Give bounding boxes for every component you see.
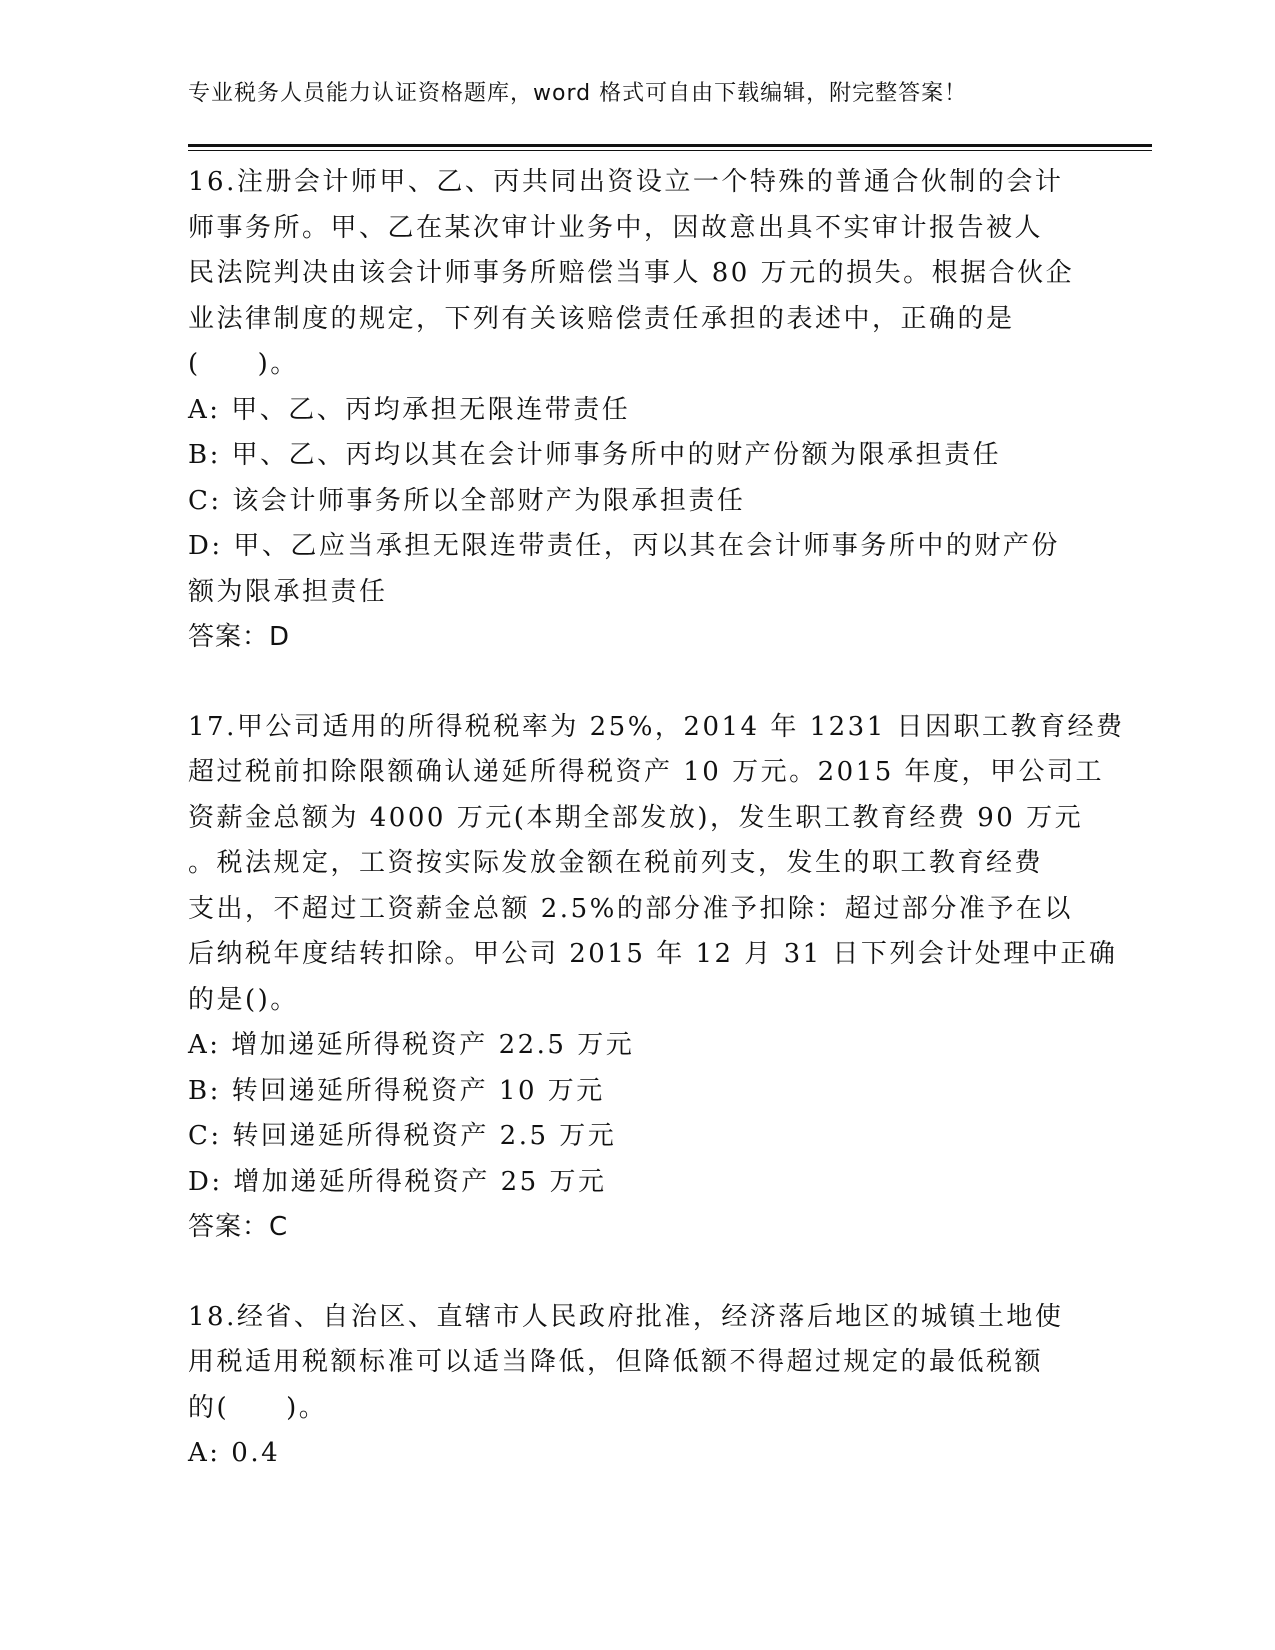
header-rule-thin — [188, 150, 1152, 151]
question-text-line: ( )。 — [188, 349, 299, 379]
question-text-line: 资薪金总额为 4000 万元(本期全部发放)，发生职工教育经费 90 万元 — [188, 802, 1084, 833]
answer-label: 答案：D — [188, 622, 291, 652]
option-d: D: 甲、乙应当承担无限连带责任，丙以其在会计师事务所中的财产份 — [188, 531, 1060, 561]
question-17 — [188, 705, 1125, 1251]
option-a: A: 0.4 — [188, 1438, 281, 1468]
question-text-line: 17.甲公司适用的所得税税率为 25%，2014 年 1231 日因职工教育经费 — [188, 711, 1125, 742]
option-b: B: 甲、乙、丙均以其在会计师事务所中的财产份额为限承担责任 — [188, 440, 1002, 470]
question-text-line: 师事务所。甲、乙在某次审计业务中，因故意出具不实审计报告被人 — [188, 212, 1044, 243]
option-d-continued: 额为限承担责任 — [188, 576, 388, 607]
question-18 — [188, 1295, 1088, 1477]
option-d: D: 增加递延所得税资产 25 万元 — [188, 1166, 607, 1197]
question-text-line: 16.注册会计师甲、乙、丙共同出资设立一个特殊的普通合伙制的会计 — [188, 167, 1064, 197]
option-a: A: 增加递延所得税资产 22.5 万元 — [188, 1030, 635, 1060]
option-a: A: 甲、乙、丙均承担无限连带责任 — [188, 394, 631, 425]
question-text-line: 。税法规定，工资按实际发放金额在税前列支，发生的职工教育经费 — [188, 848, 1044, 878]
header-rule-thick — [188, 144, 1152, 147]
question-text-line: 民法院判决由该会计师事务所赔偿当事人 80 万元的损失。根据合伙企 — [188, 258, 1075, 288]
question-16 — [188, 160, 1088, 661]
question-text-line: 超过税前扣除限额确认递延所得税资产 10 万元。2015 年度，甲公司工 — [188, 757, 1105, 787]
question-text-line: 后纳税年度结转扣除。甲公司 2015 年 12 月 31 日下列会计处理中正确 — [188, 939, 1118, 969]
question-text-line: 的是()。 — [188, 984, 299, 1015]
question-text-line: 支出，不超过工资薪金总额 2.5%的部分准予扣除：超过部分准予在以 — [188, 893, 1073, 924]
question-list — [188, 160, 1125, 1521]
page-header: 专业税务人员能力认证资格题库，word 格式可自由下载编辑，附完整答案！ — [188, 81, 968, 106]
question-text-line: 业法律制度的规定，下列有关该赔偿责任承担的表述中，正确的是 — [188, 303, 1015, 334]
option-b: B: 转回递延所得税资产 10 万元 — [188, 1075, 605, 1106]
question-text-line: 18.经省、自治区、直辖市人民政府批准，经济落后地区的城镇土地使 — [188, 1301, 1064, 1332]
option-c: C: 转回递延所得税资产 2.5 万元 — [188, 1121, 617, 1151]
question-text-line: 的( )。 — [188, 1392, 328, 1423]
option-c: C: 该会计师事务所以全部财产为限承担责任 — [188, 485, 746, 516]
answer-label: 答案：C — [188, 1212, 289, 1242]
question-text-line: 用税适用税额标准可以适当降低，但降低额不得超过规定的最低税额 — [188, 1347, 1044, 1377]
